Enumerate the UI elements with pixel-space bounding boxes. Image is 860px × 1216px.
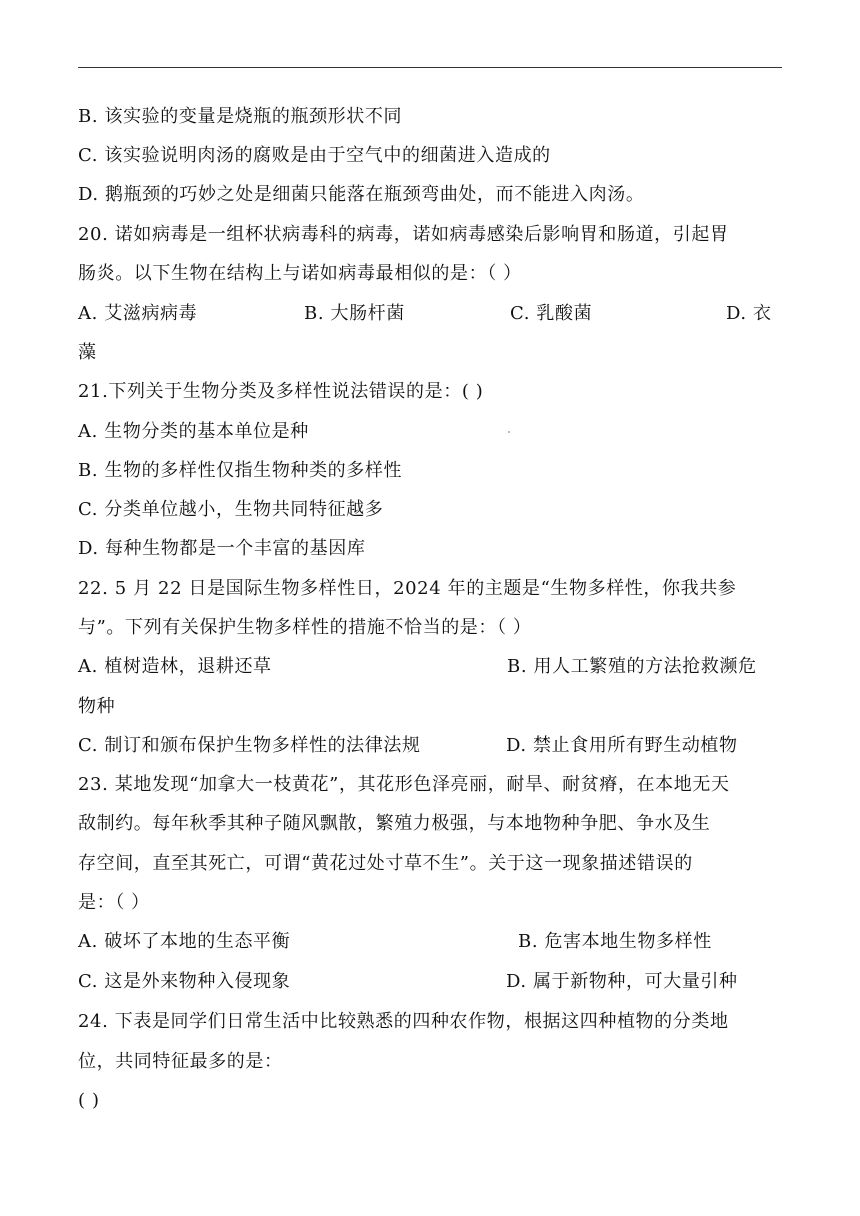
q24-answer-bracket: ( ): [78, 1090, 100, 1111]
q22-option-d: D. 禁止食用所有野生动植物: [506, 735, 738, 756]
q22-stem-line-1: 22. 5 月 22 日是国际生物多样性日，2024 年的主题是“生物多样性，你我共参: [78, 578, 737, 599]
q20-option-c: C. 乳酸菌: [510, 303, 593, 324]
header-rule: [78, 67, 782, 68]
q23-option-a: A. 破坏了本地的生态平衡: [78, 931, 291, 952]
q19-option-d: D. 鹅瓶颈的巧妙之处是细菌只能落在瓶颈弯曲处，而不能进入肉汤。: [78, 184, 645, 205]
q22-option-b-cont: 物种: [78, 696, 116, 717]
q20-option-d: D. 衣: [726, 303, 772, 324]
q19-option-c: C. 该实验说明肉汤的腐败是由于空气中的细菌进入造成的: [78, 145, 551, 166]
q20-option-a: A. 艾滋病病毒: [78, 303, 198, 324]
q21-option-a: A. 生物分类的基本单位是种: [78, 421, 309, 442]
q23-option-d: D. 属于新物种，可大量引种: [506, 971, 738, 992]
q23-stem-line-3: 存空间，直至其死亡，可谓“黄花过处寸草不生”。关于这一现象描述错误的: [78, 853, 693, 874]
q21-option-b: B. 生物的多样性仅指生物种类的多样性: [78, 460, 403, 481]
q23-stem-line-2: 敌制约。每年秋季其种子随风飘散，繁殖力极强，与本地物种争肥、争水及生: [78, 813, 711, 834]
q20-stem-line-1: 20. 诺如病毒是一组杯状病毒科的病毒，诺如病毒感染后影响胃和肠道，引起胃: [78, 224, 729, 245]
q22-option-b: B. 用人工繁殖的方法抢救濒危: [507, 656, 757, 677]
q23-stem-line-4: 是：（ ）: [78, 892, 150, 913]
q24-stem-line-1: 24. 下表是同学们日常生活中比较熟悉的四种农作物，根据这四种植物的分类地: [78, 1011, 729, 1032]
q20-stem-line-2: 肠炎。以下生物在结构上与诺如病毒最相似的是：（ ）: [78, 263, 522, 284]
q20-option-b: B. 大肠杆菌: [304, 303, 405, 324]
q22-option-c: C. 制订和颁布保护生物多样性的法律法规: [78, 735, 421, 756]
q23-stem-line-1: 23. 某地发现“加拿大一枝黄花”，其花形色泽亮丽，耐旱、耐贫瘠，在本地无天: [78, 774, 730, 795]
q19-option-b: B. 该实验的变量是烧瓶的瓶颈形状不同: [78, 106, 403, 127]
q24-stem-line-2: 位，共同特征最多的是：: [78, 1051, 283, 1072]
q21-option-c: C. 分类单位越小，生物共同特征越多: [78, 499, 384, 520]
scan-speck: [508, 431, 510, 433]
q22-stem-line-2: 与”。下列有关保护生物多样性的措施不恰当的是：（ ）: [78, 617, 532, 638]
q23-option-b: B. 危害本地生物多样性: [518, 931, 712, 952]
q22-option-a: A. 植树造林，退耕还草: [78, 656, 272, 677]
q20-option-d-cont: 藻: [78, 342, 97, 363]
q21-option-d: D. 每种生物都是一个丰富的基因库: [78, 538, 366, 559]
q21-stem: 21.下列关于生物分类及多样性说法错误的是：( ): [78, 381, 484, 402]
q23-option-c: C. 这是外来物种入侵现象: [78, 971, 291, 992]
